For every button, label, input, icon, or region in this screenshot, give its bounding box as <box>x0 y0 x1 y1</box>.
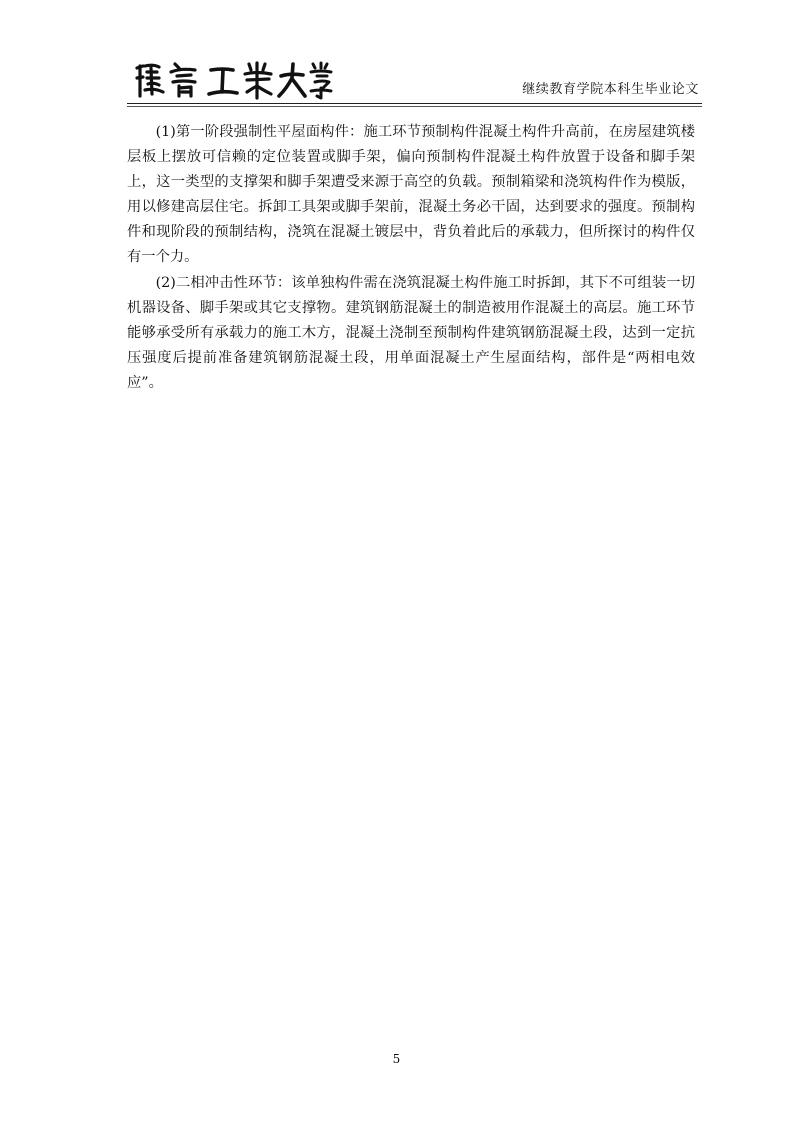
header-rule <box>127 103 702 104</box>
page-number: 5 <box>392 1052 401 1066</box>
department-title: 继续教育学院本科生毕业论文 <box>522 82 699 97</box>
paragraph-1: (1)第一阶段强制性平屋面构件：施工环节预制构件混凝土构件升高前，在房屋建筑楼层板上摆放可信赖的定位装置或脚手架，偏向预制构件混凝土构件放置于设备和脚手架上，这一类型的支撑架和脚手架遭受来源于高空的负载。预制箱梁和浇筑构件作为模版，用以修建高层住宅。拆卸工具架或脚手架前，混凝土务必干固，达到要求的强度。预制构件和现阶段的预制结构，浇筑在混凝土镀层中，背负着此后的承载力，但所探讨的构件仅有一个力。 <box>127 124 695 265</box>
body-text <box>127 120 695 397</box>
university-calligraphy-logo <box>133 58 333 102</box>
paragraph-2: (2)二相冲击性环节：该单独构件需在浇筑混凝土构件施工时拆卸，其下不可组装一切机器设备、脚手架或其它支撑物。建筑钢筋混凝土的制造被用作混凝土的高层。施工环节能够承受所有承载力的施工木方，混凝土浇制至预制构件建筑钢筋混凝土段，达到一定抗压强度后提前准备建筑钢筋混凝土段，用单面混凝土产生屋面结构，部件是“两相电效应”。 <box>127 275 695 391</box>
header-rule-thin <box>127 106 702 107</box>
page-header <box>127 52 702 104</box>
